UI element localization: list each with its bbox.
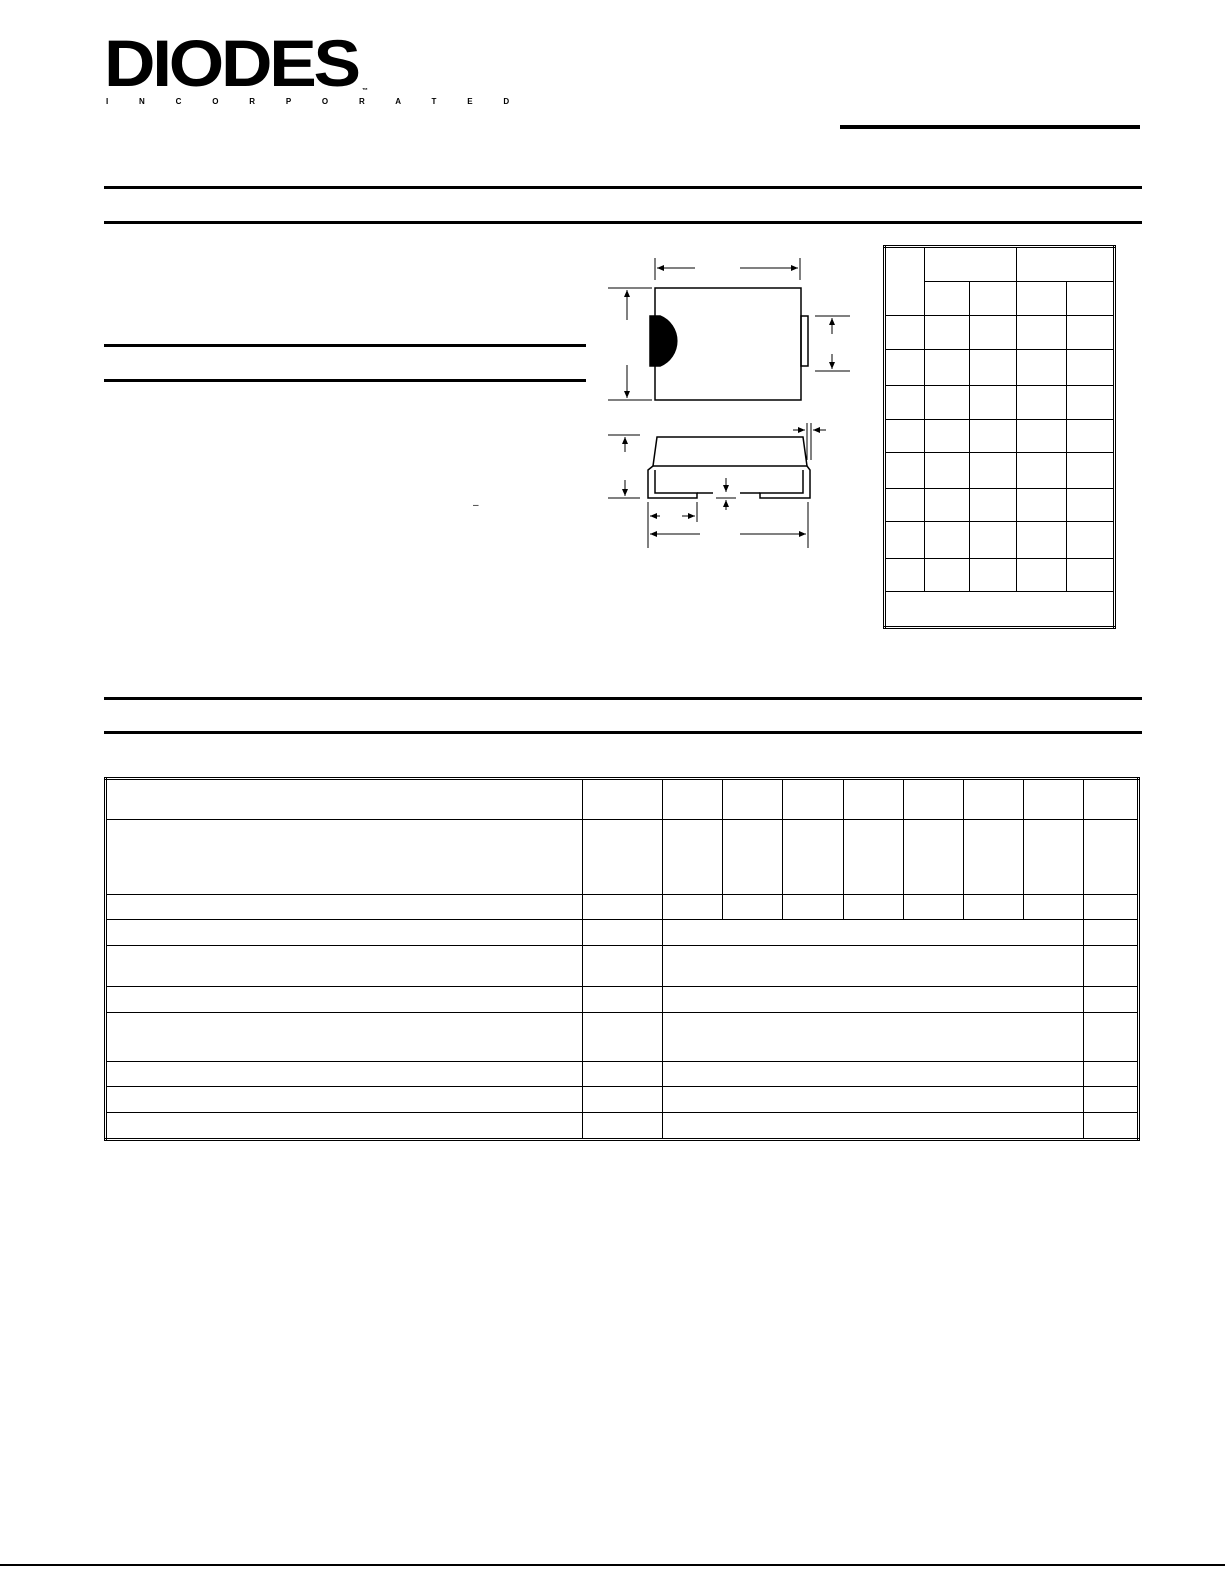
table-cell — [844, 894, 904, 920]
table-cell — [723, 894, 783, 920]
trademark-symbol: ™ — [362, 88, 368, 94]
table-cell — [970, 489, 1017, 522]
table-cell — [723, 819, 783, 894]
ratings-top-rule — [104, 697, 1142, 700]
features-top-rule — [104, 186, 1142, 189]
table-cell — [783, 819, 844, 894]
table-cell — [583, 920, 663, 946]
table-row — [106, 1113, 1139, 1140]
company-logo: DIODES — [104, 26, 358, 100]
table-cell — [1017, 453, 1067, 489]
table-cell — [106, 1061, 583, 1087]
table-cell — [904, 894, 964, 920]
table-cell — [1017, 350, 1067, 386]
dims-header-cell — [885, 247, 925, 316]
table-cell — [106, 946, 583, 987]
table-cell — [1067, 559, 1115, 592]
part-number-underline — [840, 125, 1140, 129]
table-row — [885, 420, 1115, 453]
dims-header-cell — [1017, 247, 1115, 282]
table-row — [106, 920, 1139, 946]
table-cell — [663, 920, 1084, 946]
table-row — [885, 386, 1115, 420]
table-cell — [844, 819, 904, 894]
mechanical-bottom-rule — [104, 379, 586, 382]
table-cell — [583, 1113, 663, 1140]
table-cell — [1084, 920, 1139, 946]
table-cell — [663, 819, 723, 894]
stray-dash: – — [473, 500, 479, 511]
table-cell — [964, 894, 1024, 920]
ratings-header-row — [106, 779, 1139, 820]
table-cell — [1084, 819, 1139, 894]
table-cell — [106, 986, 583, 1012]
table-cell — [663, 946, 1084, 987]
table-cell — [1017, 522, 1067, 559]
dims-header-cell — [1067, 282, 1115, 316]
package-outline-drawing — [600, 250, 870, 560]
table-cell — [970, 316, 1017, 350]
dimensions-table — [883, 245, 1116, 629]
dims-header-cell — [970, 282, 1017, 316]
table-row — [885, 453, 1115, 489]
table-cell — [1084, 894, 1139, 920]
table-cell — [106, 819, 583, 894]
mechanical-top-rule — [104, 344, 586, 347]
table-cell — [970, 453, 1017, 489]
ratings-bottom-rule — [104, 731, 1142, 734]
table-cell — [925, 453, 970, 489]
table-cell — [583, 894, 663, 920]
table-cell — [925, 522, 970, 559]
table-cell — [1017, 489, 1067, 522]
table-cell — [583, 946, 663, 987]
table-cell — [970, 559, 1017, 592]
table-cell — [1084, 1061, 1139, 1087]
table-cell — [1084, 1012, 1139, 1061]
smd-package-top-view-icon — [608, 258, 850, 400]
table-row — [106, 1061, 1139, 1087]
table-cell — [583, 1087, 663, 1113]
table-cell — [106, 1087, 583, 1113]
table-cell — [970, 420, 1017, 453]
dims-footer-row — [885, 592, 1115, 628]
table-cell — [904, 819, 964, 894]
table-row — [885, 559, 1115, 592]
table-row — [106, 1087, 1139, 1113]
table-cell — [1024, 779, 1084, 820]
table-cell — [723, 779, 783, 820]
table-cell — [885, 350, 925, 386]
table-cell — [663, 894, 723, 920]
table-cell — [1067, 386, 1115, 420]
table-cell — [925, 350, 970, 386]
table-cell — [583, 1012, 663, 1061]
table-cell — [106, 1113, 583, 1140]
table-cell — [1017, 420, 1067, 453]
table-cell — [844, 779, 904, 820]
table-cell — [885, 386, 925, 420]
table-cell — [885, 316, 925, 350]
table-cell — [885, 420, 925, 453]
table-cell — [1067, 350, 1115, 386]
table-cell — [663, 1061, 1084, 1087]
ratings-table — [104, 777, 1140, 1141]
table-row — [106, 986, 1139, 1012]
table-cell — [1024, 819, 1084, 894]
table-cell — [663, 1113, 1084, 1140]
table-row — [106, 1012, 1139, 1061]
table-cell — [1067, 522, 1115, 559]
table-cell — [663, 779, 723, 820]
table-cell — [1067, 420, 1115, 453]
table-cell — [925, 316, 970, 350]
table-cell — [964, 819, 1024, 894]
table-cell — [1084, 986, 1139, 1012]
footer-rule — [0, 1564, 1225, 1566]
table-cell — [925, 420, 970, 453]
dims-header-cell — [925, 247, 1017, 282]
table-cell — [885, 453, 925, 489]
table-row — [106, 946, 1139, 987]
table-cell — [904, 779, 964, 820]
table-cell — [1067, 489, 1115, 522]
dims-header-row-1 — [885, 247, 1115, 282]
table-cell — [583, 819, 663, 894]
table-row — [885, 316, 1115, 350]
table-row — [106, 894, 1139, 920]
table-cell — [1017, 316, 1067, 350]
table-cell — [925, 386, 970, 420]
table-cell — [1067, 453, 1115, 489]
table-cell — [1017, 386, 1067, 420]
table-cell — [1084, 946, 1139, 987]
table-cell — [885, 559, 925, 592]
table-cell — [583, 986, 663, 1012]
dims-header-cell — [925, 282, 970, 316]
smd-package-side-view-icon — [608, 423, 826, 548]
table-cell — [663, 1012, 1084, 1061]
table-cell — [583, 779, 663, 820]
table-cell — [663, 986, 1084, 1012]
table-cell — [106, 779, 583, 820]
table-cell — [106, 920, 583, 946]
table-cell — [1084, 1087, 1139, 1113]
table-cell — [106, 1012, 583, 1061]
table-row — [885, 350, 1115, 386]
table-cell — [970, 350, 1017, 386]
table-cell — [970, 386, 1017, 420]
table-cell — [106, 894, 583, 920]
table-cell — [1084, 779, 1139, 820]
table-cell — [925, 489, 970, 522]
table-cell — [1084, 1113, 1139, 1140]
company-logo-tagline: I N C O R P O R A T E D — [106, 97, 524, 106]
table-cell — [885, 489, 925, 522]
table-row — [106, 819, 1139, 894]
table-cell — [885, 522, 925, 559]
table-cell — [1024, 894, 1084, 920]
table-row — [885, 489, 1115, 522]
table-cell — [964, 779, 1024, 820]
table-cell — [583, 1061, 663, 1087]
table-row — [885, 522, 1115, 559]
dims-header-cell — [1017, 282, 1067, 316]
table-cell — [663, 1087, 1084, 1113]
table-cell — [1067, 316, 1115, 350]
table-cell — [783, 894, 844, 920]
table-cell — [783, 779, 844, 820]
dims-footer-cell — [885, 592, 1115, 628]
features-bottom-rule — [104, 221, 1142, 224]
table-cell — [925, 559, 970, 592]
table-cell — [970, 522, 1017, 559]
table-cell — [1017, 559, 1067, 592]
